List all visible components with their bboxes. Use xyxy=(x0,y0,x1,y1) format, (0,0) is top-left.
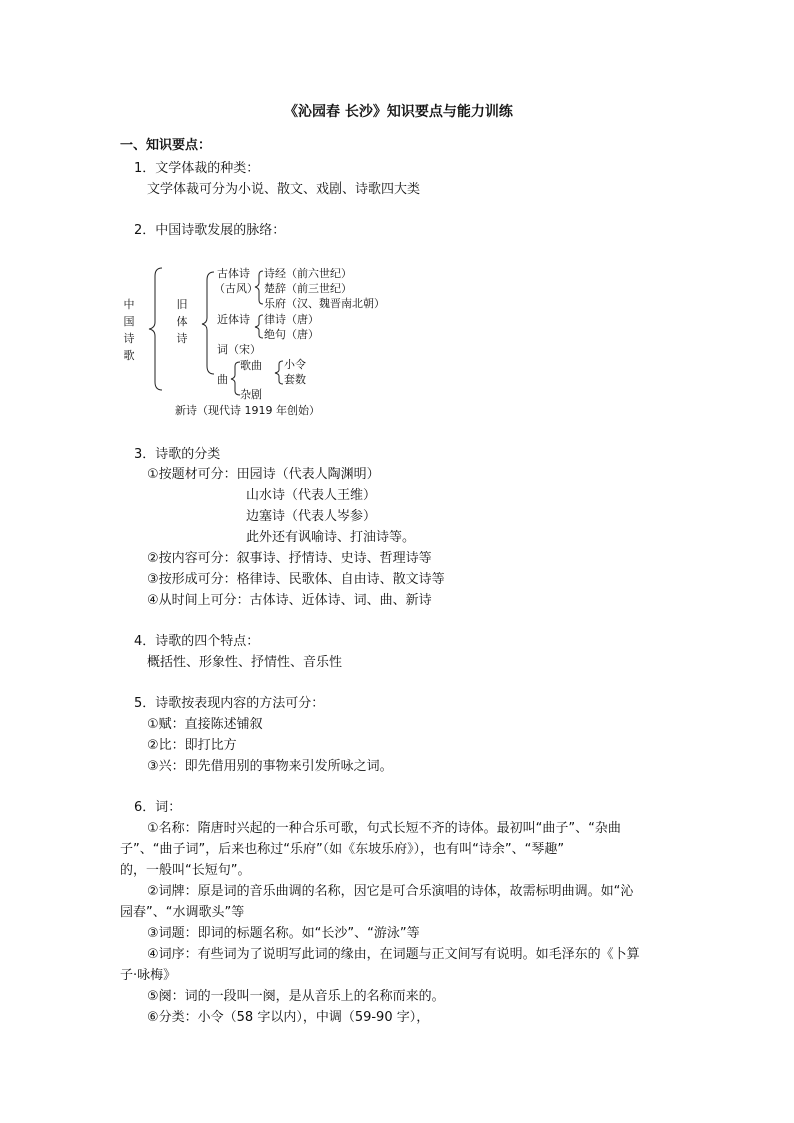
s6-line: 子·咏梅》 xyxy=(120,968,177,983)
tree-xinshi: 新诗（现代诗 1919 年创始） xyxy=(175,404,320,417)
tree-shijing: 诗经（前六世纪） xyxy=(264,267,352,280)
s6-line: 园春”、“水调歌头”等 xyxy=(120,905,245,920)
s4-body: 概括性、形象性、抒情性、音乐性 xyxy=(147,655,343,670)
s6-line: ⑤阕：词的一段叫一阕，是从音乐上的名称而来的。 xyxy=(147,989,445,1004)
page-title: 《沁园春 长沙》知识要点与能力训练 xyxy=(284,104,513,120)
s6-line: ④词序：有些词为了说明写此词的缘由，在词题与正文间写有说明。如毛泽东的《卜算 xyxy=(147,947,640,962)
s6-heading: 6．词： xyxy=(134,800,182,815)
tree-lvshi: 律诗（唐） xyxy=(264,313,319,326)
tree-jinti: 近体诗 xyxy=(217,313,250,326)
s6-line: 的，一般叫“长短句”。 xyxy=(120,863,251,878)
s5-heading: 5．诗歌按表现内容的方法可分： xyxy=(134,696,325,711)
tree-old-style-label: 旧体诗 xyxy=(176,298,188,345)
s5-line: ③兴：即先借用别的事物来引发所咏之词。 xyxy=(147,759,393,774)
s6-line: 子”、“曲子词”，后来也称过“乐府”（如《东坡乐府》），也有叫“诗余”、“琴趣” xyxy=(120,842,565,857)
tree-xiaoling: 小令 xyxy=(284,358,306,371)
s3-line: ②按内容可分：叙事诗、抒情诗、史诗、哲理诗等 xyxy=(147,551,432,566)
tree-sanqu: 歌曲 xyxy=(240,359,262,372)
tree-jueju: 绝句（唐） xyxy=(264,328,319,341)
tree-zaju: 杂剧 xyxy=(240,388,262,401)
section-heading: 一、知识要点： xyxy=(120,138,212,153)
tree-taoshu: 套数 xyxy=(284,373,306,386)
s2-heading: 2．中国诗歌发展的脉络： xyxy=(134,223,286,238)
tree-chuci: 楚辞（前三世纪） xyxy=(264,282,352,295)
s3-heading: 3．诗歌的分类 xyxy=(134,447,221,462)
s6-line: ③词题：即词的标题名称。如“长沙”、“游泳”等 xyxy=(147,926,420,941)
s6-line: ①名称：隋唐时兴起的一种合乐可歌，句式长短不齐的诗体。最初叫“曲子”、“杂曲 xyxy=(147,821,621,836)
s3-line: 此外还有讽喻诗、打油诗等。 xyxy=(246,530,416,545)
tree-guti: 古体诗 xyxy=(217,267,250,280)
s6-line: ⑥分类：小令（58 字以内），中调（59-90 字）， xyxy=(147,1010,430,1025)
s3-line: ③按形成可分：格律诗、民歌体、自由诗、散文诗等 xyxy=(147,572,445,587)
s1-heading: 1．文学体裁的种类： xyxy=(134,161,260,176)
s3-line: 边塞诗（代表人岑参） xyxy=(246,509,377,524)
s4-heading: 4．诗歌的四个特点： xyxy=(134,634,260,649)
s3-line: 山水诗（代表人王维） xyxy=(246,488,377,503)
tree-gufeng: （古风） xyxy=(214,282,258,295)
s1-body: 文学体裁可分为小说、散文、戏剧、诗歌四大类 xyxy=(147,182,421,197)
tree-qu: 曲 xyxy=(217,373,228,386)
tree-root-label: 中国诗歌 xyxy=(123,298,135,362)
s3-line: ①按题材可分：田园诗（代表人陶渊明） xyxy=(147,467,380,482)
s6-line: ②词牌：原是词的音乐曲调的名称，因它是可合乐演唱的诗体，故需标明曲调。如“沁 xyxy=(147,884,634,899)
tree-ci: 词（宋） xyxy=(217,343,261,356)
tree-yuefu: 乐府（汉、魏晋南北朝） xyxy=(264,297,385,310)
s5-line: ②比：即打比方 xyxy=(147,738,237,753)
s5-line: ①赋：直接陈述铺叙 xyxy=(147,717,263,732)
s3-line: ④从时间上可分：古体诗、近体诗、词、曲、新诗 xyxy=(147,593,432,608)
